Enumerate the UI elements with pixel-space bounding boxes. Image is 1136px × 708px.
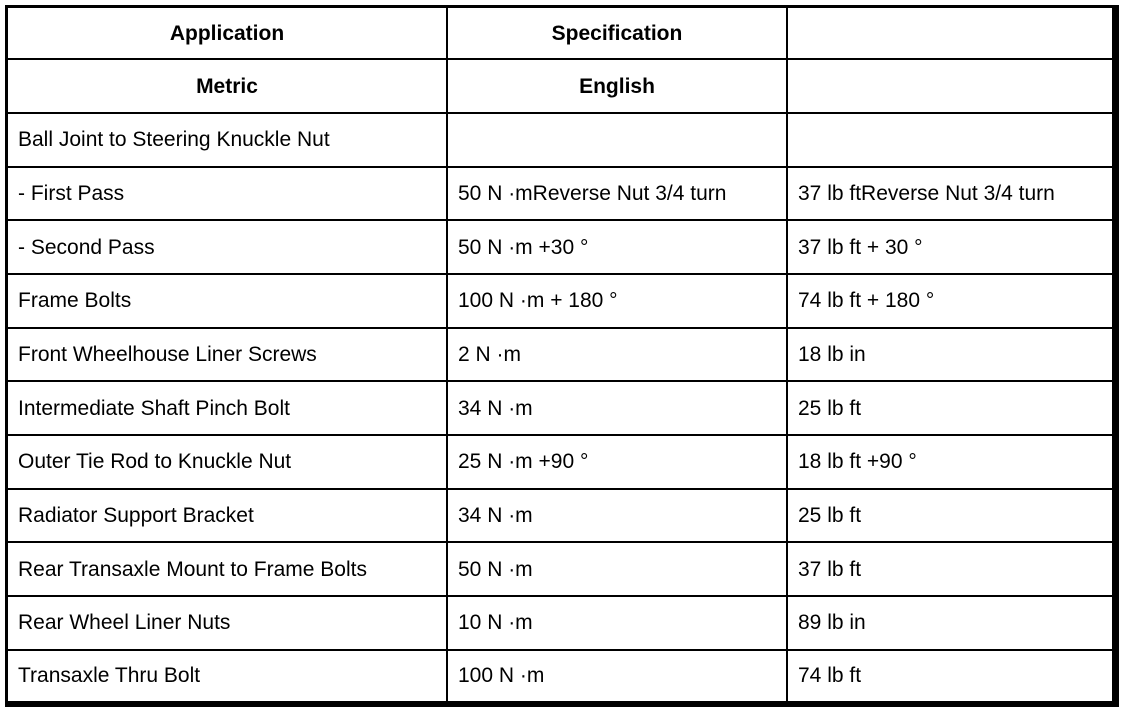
header-cell: Metric: [8, 59, 447, 113]
english-cell: 18 lb ft +90 °: [787, 435, 1112, 489]
header-cell: Specification: [447, 8, 787, 59]
table-row: [8, 489, 1112, 543]
application-cell: Transaxle Thru Bolt: [8, 650, 447, 701]
table-row: [8, 220, 1112, 274]
application-cell: Rear Wheel Liner Nuts: [8, 596, 447, 650]
header-cell: [787, 8, 1112, 59]
application-cell: Outer Tie Rod to Knuckle Nut: [8, 435, 447, 489]
torque-spec-table: [8, 8, 1112, 701]
application-cell: Ball Joint to Steering Knuckle Nut: [8, 113, 447, 167]
application-cell: Radiator Support Bracket: [8, 489, 447, 543]
metric-cell: [447, 113, 787, 167]
table-row: [8, 381, 1112, 435]
table-row: [8, 596, 1112, 650]
table-row: [8, 650, 1112, 701]
english-cell: 37 lb ftReverse Nut 3/4 turn: [787, 167, 1112, 221]
table-row: [8, 113, 1112, 167]
application-cell: Front Wheelhouse Liner Screws: [8, 328, 447, 382]
torque-spec-table-frame: [5, 5, 1119, 707]
application-cell: - First Pass: [8, 167, 447, 221]
metric-cell: 50 N ·m: [447, 542, 787, 596]
table-row: [8, 274, 1112, 328]
header-cell: Application: [8, 8, 447, 59]
english-cell: 25 lb ft: [787, 489, 1112, 543]
metric-cell: 34 N ·m: [447, 489, 787, 543]
table-row: [8, 542, 1112, 596]
header-row-units: [8, 59, 1112, 113]
application-cell: Rear Transaxle Mount to Frame Bolts: [8, 542, 447, 596]
english-cell: 37 lb ft + 30 °: [787, 220, 1112, 274]
application-cell: Intermediate Shaft Pinch Bolt: [8, 381, 447, 435]
header-cell: [787, 59, 1112, 113]
english-cell: 25 lb ft: [787, 381, 1112, 435]
header-cell: English: [447, 59, 787, 113]
metric-cell: 50 N ·m +30 °: [447, 220, 787, 274]
application-cell: Frame Bolts: [8, 274, 447, 328]
english-cell: 74 lb ft: [787, 650, 1112, 701]
application-cell: - Second Pass: [8, 220, 447, 274]
metric-cell: 50 N ·mReverse Nut 3/4 turn: [447, 167, 787, 221]
table-row: [8, 167, 1112, 221]
english-cell: 89 lb in: [787, 596, 1112, 650]
metric-cell: 10 N ·m: [447, 596, 787, 650]
table-row: [8, 328, 1112, 382]
english-cell: 37 lb ft: [787, 542, 1112, 596]
table-row: [8, 435, 1112, 489]
english-cell: 74 lb ft + 180 °: [787, 274, 1112, 328]
metric-cell: 34 N ·m: [447, 381, 787, 435]
metric-cell: 25 N ·m +90 °: [447, 435, 787, 489]
metric-cell: 100 N ·m + 180 °: [447, 274, 787, 328]
english-cell: 18 lb in: [787, 328, 1112, 382]
metric-cell: 2 N ·m: [447, 328, 787, 382]
english-cell: [787, 113, 1112, 167]
header-row-application: [8, 8, 1112, 59]
metric-cell: 100 N ·m: [447, 650, 787, 701]
